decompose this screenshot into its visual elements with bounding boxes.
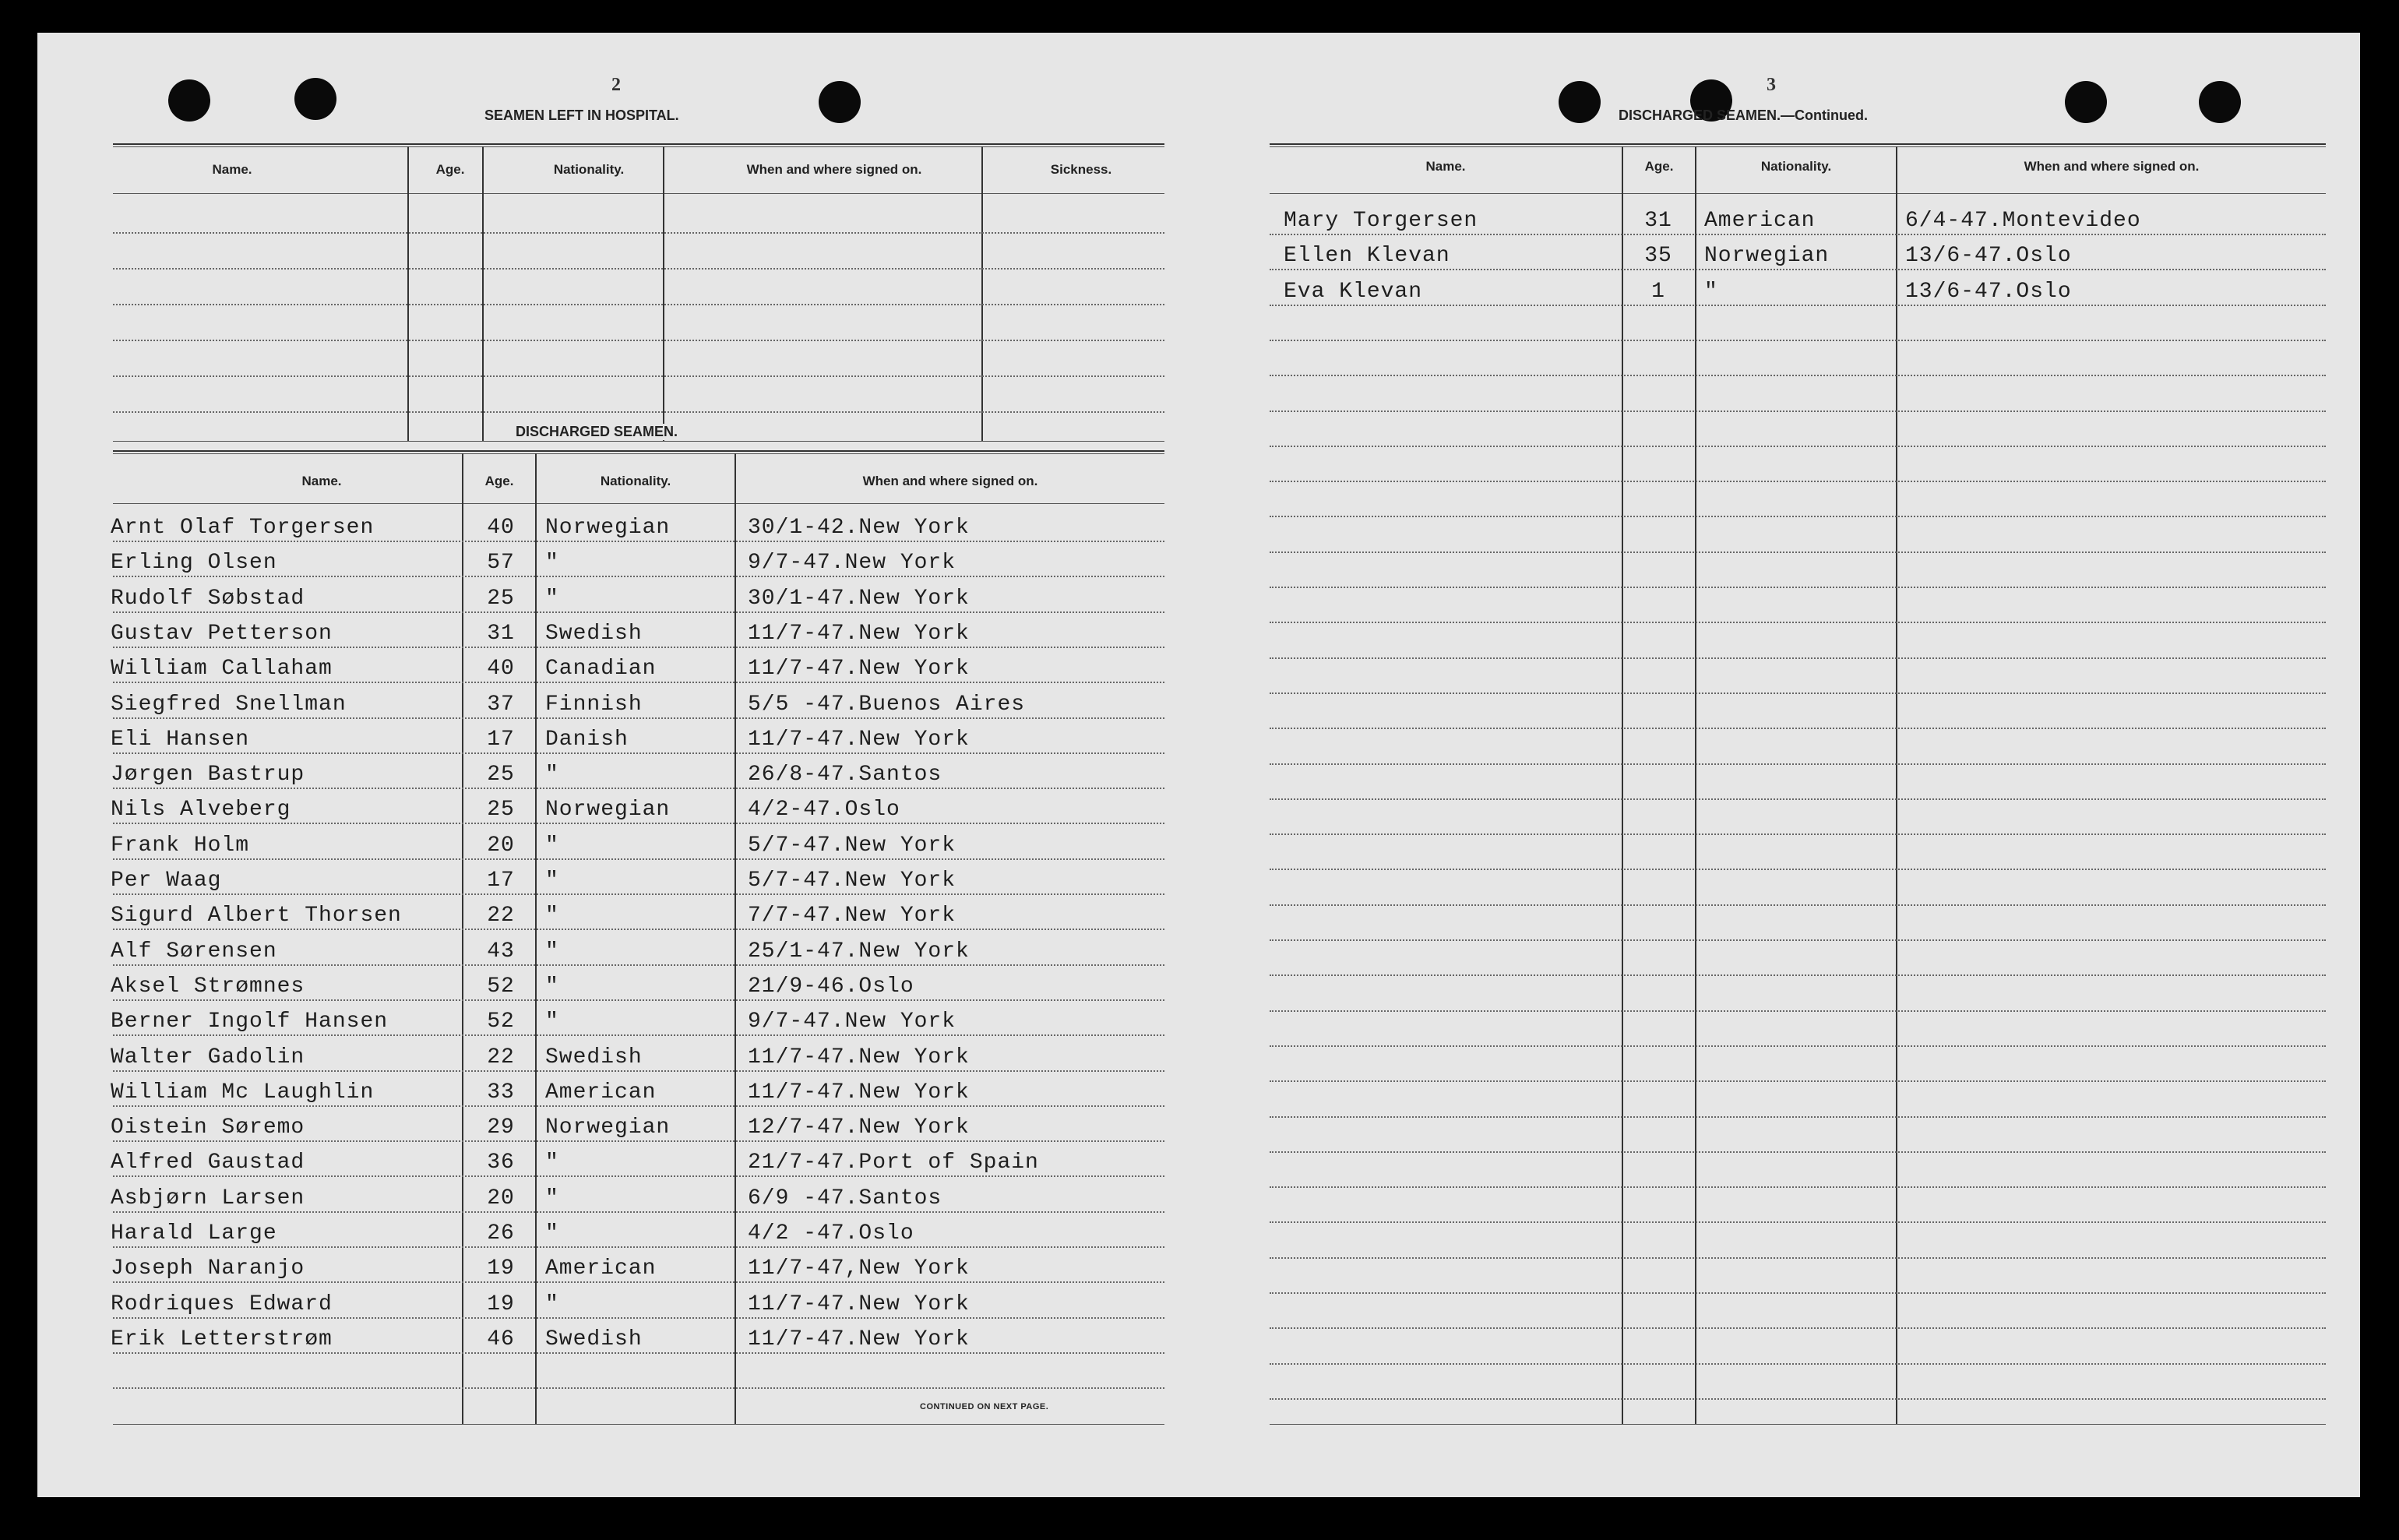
row-age: 26 [487, 1221, 515, 1246]
column-header-name: Name. [212, 162, 252, 177]
row-name: Arnt Olaf Torgersen [111, 516, 375, 540]
entry-line [1270, 234, 2326, 235]
row-nationality: Swedish [545, 621, 643, 646]
row-nationality: Norwegian [545, 798, 671, 823]
row-nationality: Norwegian [1704, 244, 1830, 269]
discharged-section-title: DISCHARGED SEAMEN. [511, 424, 682, 440]
row-age: 17 [487, 869, 515, 893]
row-nationality: Swedish [545, 1327, 643, 1351]
row-signed-on: 21/9-46.Oslo [748, 974, 914, 999]
entry-line [113, 788, 1164, 789]
row-nationality: " [545, 833, 559, 858]
row-age: 37 [487, 692, 515, 717]
column-header-age: Age. [484, 474, 514, 488]
entry-line [113, 823, 1164, 824]
entry-line [1270, 1151, 2326, 1153]
row-nationality: " [545, 1221, 559, 1246]
entry-line [113, 858, 1164, 860]
row-signed-on: 11/7-47.New York [748, 621, 970, 646]
row-name: Erling Olsen [111, 551, 277, 576]
row-nationality: Danish [545, 727, 629, 752]
rule [113, 1424, 1164, 1425]
row-age: 46 [487, 1327, 515, 1351]
entry-line [113, 340, 1164, 341]
row-signed-on: 26/8-47.Santos [748, 763, 942, 788]
row-signed-on: 30/1-47.New York [748, 586, 970, 611]
entry-line [113, 929, 1164, 930]
column-header-signed-on: When and where signed on. [746, 162, 922, 177]
row-age: 20 [487, 1186, 515, 1211]
column-divider [981, 146, 983, 441]
rule [113, 441, 1164, 442]
column-divider [734, 453, 736, 1424]
column-header-name: Name. [1425, 159, 1466, 174]
row-nationality: " [545, 1010, 559, 1034]
row-name: Oistein Søremo [111, 1115, 305, 1140]
row-nationality: " [545, 1151, 559, 1175]
rule [113, 450, 1164, 452]
row-age: 22 [487, 904, 515, 929]
row-signed-on: 11/7-47.New York [748, 727, 970, 752]
column-header-nationality: Nationality. [600, 474, 671, 488]
entry-line [113, 682, 1164, 683]
entry-line [1270, 1257, 2326, 1259]
row-nationality: " [545, 904, 559, 929]
row-nationality: American [545, 1256, 657, 1281]
punch-hole [1559, 81, 1601, 123]
entry-line [1270, 1398, 2326, 1400]
row-signed-on: 9/7-47.New York [748, 1010, 956, 1034]
row-nationality: " [545, 586, 559, 611]
row-name: Rudolf Søbstad [111, 586, 305, 611]
entry-line [113, 717, 1164, 719]
entry-line [113, 964, 1164, 966]
row-name: Joseph Naranjo [111, 1256, 305, 1281]
row-signed-on: 5/7-47.New York [748, 833, 956, 858]
row-signed-on: 7/7-47.New York [748, 904, 956, 929]
entry-line [1270, 340, 2326, 341]
row-name: Gustav Petterson [111, 621, 333, 646]
entry-line [113, 1281, 1164, 1283]
row-signed-on: 5/5 -47.Buenos Aires [748, 692, 1026, 717]
row-age: 19 [487, 1256, 515, 1281]
column-header-sickness: Sickness. [1050, 162, 1112, 177]
row-name: Jørgen Bastrup [111, 763, 305, 788]
entry-line [113, 1211, 1164, 1213]
row-age: 52 [487, 1010, 515, 1034]
row-age: 33 [487, 1080, 515, 1105]
row-age: 52 [487, 974, 515, 999]
entry-line [1270, 1221, 2326, 1223]
entry-line [113, 268, 1164, 270]
row-signed-on: 11/7-47.New York [748, 1292, 970, 1316]
row-nationality: " [545, 869, 559, 893]
row-nationality: " [545, 974, 559, 999]
column-divider [462, 453, 463, 1424]
row-age: 43 [487, 939, 515, 964]
row-name: Eva Klevan [1284, 279, 1423, 304]
row-nationality: " [545, 1186, 559, 1211]
entry-line [113, 1317, 1164, 1319]
entry-line [1270, 657, 2326, 659]
row-nationality: Swedish [545, 1045, 643, 1070]
entry-line [113, 1246, 1164, 1248]
row-signed-on: 5/7-47.New York [748, 869, 956, 893]
row-age: 25 [487, 798, 515, 823]
row-name: Berner Ingolf Hansen [111, 1010, 389, 1034]
column-divider [482, 146, 484, 441]
row-age: 20 [487, 833, 515, 858]
entry-line [1270, 269, 2326, 270]
rule [113, 503, 1164, 504]
row-name: Walter Gadolin [111, 1045, 305, 1070]
row-name: Sigurd Albert Thorsen [111, 904, 402, 929]
row-signed-on: 30/1-42.New York [748, 516, 970, 540]
entry-line [1270, 833, 2326, 835]
row-nationality: " [545, 939, 559, 964]
entry-line [1270, 1045, 2326, 1047]
row-nationality: " [1704, 279, 1718, 304]
entry-line [1270, 1080, 2326, 1082]
row-age: 31 [1644, 209, 1672, 233]
row-name: Rodriques Edward [111, 1292, 333, 1316]
rule [113, 143, 1164, 145]
entry-line [113, 999, 1164, 1001]
entry-line [113, 541, 1164, 542]
page-number: 3 [1767, 75, 1776, 95]
row-nationality: " [545, 763, 559, 788]
row-nationality: American [1704, 209, 1816, 233]
entry-line [1270, 411, 2326, 412]
column-divider [1622, 146, 1623, 1424]
entry-line [113, 1034, 1164, 1036]
rule [1270, 146, 2326, 147]
entry-line [1270, 692, 2326, 694]
entry-line [113, 1070, 1164, 1072]
row-age: 35 [1644, 244, 1672, 269]
document-sheet [37, 33, 2360, 1497]
entry-line [113, 1175, 1164, 1177]
entry-line [1270, 481, 2326, 482]
column-divider [407, 146, 409, 441]
row-age: 40 [487, 657, 515, 682]
rule [113, 193, 1164, 194]
row-name: Mary Torgersen [1284, 209, 1478, 233]
entry-line [1270, 1363, 2326, 1365]
entry-line [1270, 1010, 2326, 1012]
row-nationality: " [545, 1292, 559, 1316]
row-signed-on: 12/7-47.New York [748, 1115, 970, 1140]
row-signed-on: 6/4-47.Montevideo [1905, 209, 2141, 233]
entry-line [113, 1105, 1164, 1107]
entry-line [1270, 305, 2326, 306]
column-header-age: Age. [1644, 159, 1674, 174]
punch-hole [819, 81, 861, 123]
row-age: 29 [487, 1115, 515, 1140]
rule [1270, 1424, 2326, 1425]
continued-note: CONTINUED ON NEXT PAGE. [920, 1402, 1049, 1411]
row-signed-on: 4/2 -47.Oslo [748, 1221, 914, 1246]
row-signed-on: 11/7-47.New York [748, 1080, 970, 1105]
row-name: Asbjørn Larsen [111, 1186, 305, 1211]
row-name: Ellen Klevan [1284, 244, 1450, 269]
row-age: 25 [487, 763, 515, 788]
punch-hole [2199, 81, 2241, 123]
entry-line [1270, 1116, 2326, 1118]
row-name: Siegfred Snellman [111, 692, 347, 717]
row-signed-on: 9/7-47.New York [748, 551, 956, 576]
row-nationality: Finnish [545, 692, 643, 717]
entry-line [113, 411, 1164, 413]
entry-line [113, 752, 1164, 754]
row-signed-on: 11/7-47,New York [748, 1256, 970, 1281]
rule [1270, 193, 2326, 194]
entry-line [1270, 974, 2326, 976]
column-header-age: Age. [435, 162, 465, 177]
column-header-name: Name. [301, 474, 342, 488]
row-signed-on: 6/9 -47.Santos [748, 1186, 942, 1211]
entry-line [113, 1140, 1164, 1142]
entry-line [1270, 587, 2326, 588]
entry-line [113, 304, 1164, 305]
row-name: Alf Sørensen [111, 939, 277, 964]
row-name: William Callaham [111, 657, 333, 682]
entry-line [113, 1387, 1164, 1389]
row-age: 57 [487, 551, 515, 576]
entry-line [1270, 1186, 2326, 1188]
row-name: Nils Alveberg [111, 798, 291, 823]
row-signed-on: 13/6-47.Oslo [1905, 244, 2072, 269]
column-header-nationality: Nationality. [1760, 159, 1832, 174]
row-name: Eli Hansen [111, 727, 250, 752]
hospital-section-title: SEAMEN LEFT IN HOSPITAL. [484, 107, 679, 123]
row-name: Erik Letterstrøm [111, 1327, 333, 1351]
row-name: Aksel Strømnes [111, 974, 305, 999]
row-age: 1 [1651, 279, 1665, 304]
row-name: Per Waag [111, 869, 222, 893]
row-age: 31 [487, 621, 515, 646]
entry-line [1270, 375, 2326, 376]
row-signed-on: 13/6-47.Oslo [1905, 279, 2072, 304]
entry-line [113, 576, 1164, 577]
entry-line [1270, 763, 2326, 765]
column-divider [663, 146, 664, 441]
column-divider [535, 453, 537, 1424]
row-signed-on: 11/7-47.New York [748, 657, 970, 682]
row-name: William Mc Laughlin [111, 1080, 375, 1105]
row-signed-on: 21/7-47.Port of Spain [748, 1151, 1039, 1175]
page-number: 2 [611, 75, 621, 95]
row-age: 19 [487, 1292, 515, 1316]
entry-line [1270, 798, 2326, 800]
row-name: Harald Large [111, 1221, 277, 1246]
punch-hole [294, 78, 336, 120]
entry-line [1270, 1292, 2326, 1294]
row-signed-on: 25/1-47.New York [748, 939, 970, 964]
rule [113, 146, 1164, 147]
entry-line [1270, 622, 2326, 623]
row-age: 36 [487, 1151, 515, 1175]
row-name: Frank Holm [111, 833, 250, 858]
row-age: 25 [487, 586, 515, 611]
rule [113, 453, 1164, 454]
punch-hole [168, 79, 210, 122]
entry-line [113, 1352, 1164, 1354]
column-header-signed-on: When and where signed on. [2024, 159, 2200, 174]
column-divider [1896, 146, 1897, 1424]
row-nationality: Norwegian [545, 1115, 671, 1140]
row-nationality: Canadian [545, 657, 657, 682]
row-name: Alfred Gaustad [111, 1151, 305, 1175]
entry-line [1270, 446, 2326, 447]
row-age: 22 [487, 1045, 515, 1070]
entry-line [1270, 904, 2326, 906]
row-nationality: American [545, 1080, 657, 1105]
column-header-nationality: Nationality. [553, 162, 625, 177]
discharged-continued-title: DISCHARGED SEAMEN.—Continued. [1619, 107, 1869, 123]
column-header-signed-on: When and where signed on. [862, 474, 1038, 488]
entry-line [1270, 869, 2326, 870]
row-signed-on: 4/2-47.Oslo [748, 798, 900, 823]
row-signed-on: 11/7-47.New York [748, 1045, 970, 1070]
entry-line [1270, 1327, 2326, 1329]
entry-line [113, 893, 1164, 895]
row-nationality: Norwegian [545, 516, 671, 540]
entry-line [113, 647, 1164, 648]
row-nationality: " [545, 551, 559, 576]
entry-line [113, 232, 1164, 234]
entry-line [113, 611, 1164, 613]
row-age: 17 [487, 727, 515, 752]
entry-line [113, 375, 1164, 377]
row-age: 40 [487, 516, 515, 540]
entry-line [1270, 728, 2326, 729]
punch-hole [2065, 81, 2107, 123]
rule [1270, 143, 2326, 145]
entry-line [1270, 552, 2326, 553]
column-divider [1695, 146, 1696, 1424]
entry-line [1270, 939, 2326, 941]
entry-line [1270, 516, 2326, 517]
row-signed-on: 11/7-47.New York [748, 1327, 970, 1351]
